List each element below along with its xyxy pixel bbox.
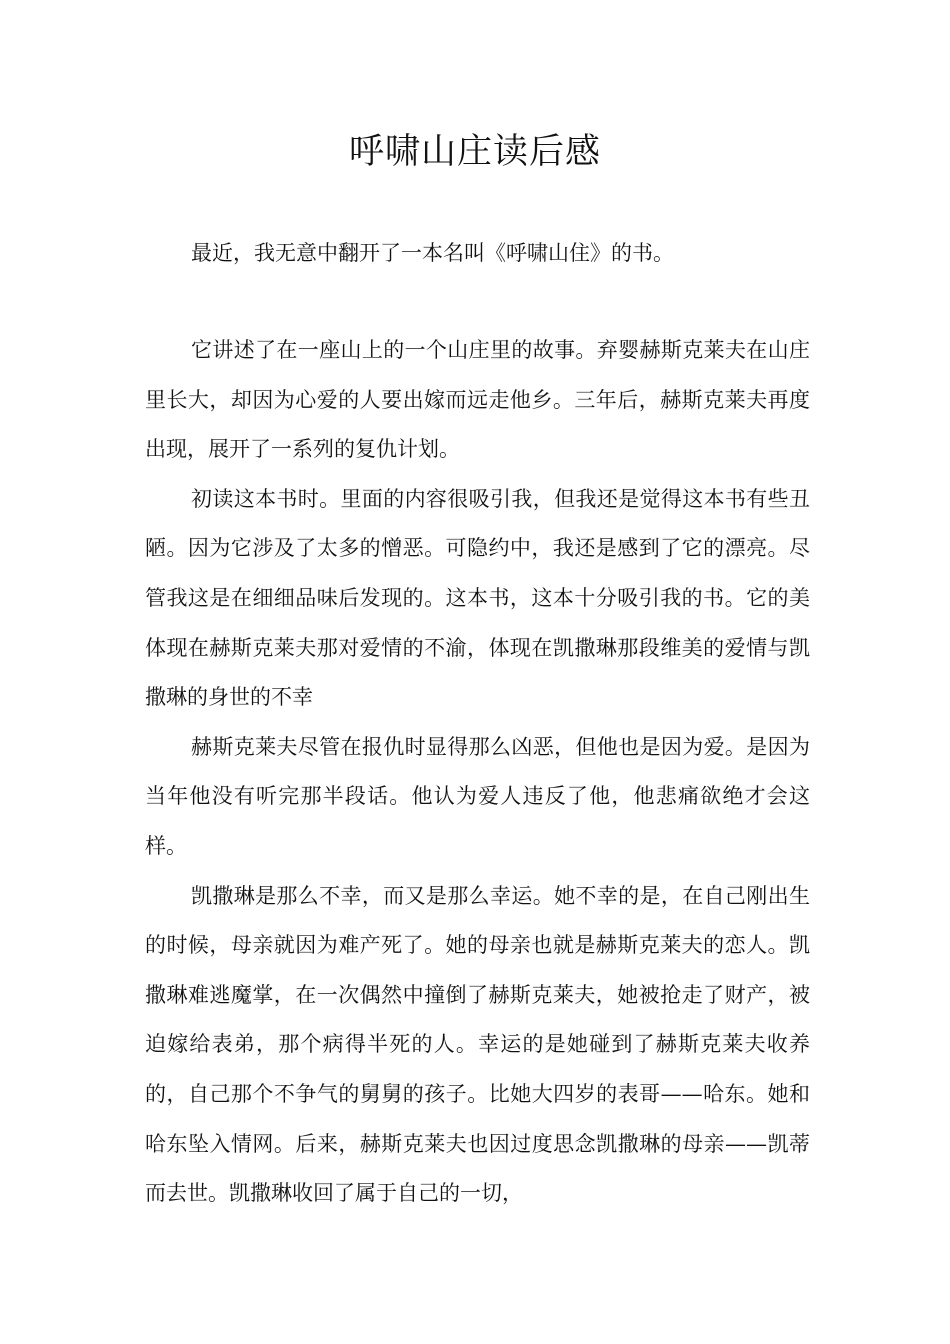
paragraph-catherine: 凯撒琳是那么不幸，而又是那么幸运。她不幸的是，在自己刚出生的时候，母亲就因为难产死了。她的母亲也就是赫斯克莱夫的恋人。凯撒琳难逃魔掌，在一次偶然中撞倒了赫斯克莱夫，她被抢走了财产，被迫嫁给表弟，那个病得半死的人。幸运的是她碰到了赫斯克莱夫收养的，自己那个不争气的舅舅的孩子。比她大四岁的表哥——哈东。她和哈东坠入情网。后来，赫斯克莱夫也因过度思念凯撒琳的母亲——凯蒂而去世。凯撒琳收回了属于自己的一切， [145, 883, 810, 1206]
paragraph-heathcliff: 赫斯克莱夫尽管在报仇时显得那么凶恶，但他也是因为爱。是因为当年他没有听完那半段话。他认为爱人违反了他，他悲痛欲绝才会这样。 [145, 734, 810, 858]
paragraph-story-summary: 它讲述了在一座山上的一个山庄里的故事。弃婴赫斯克莱夫在山庄里长大，却因为心爱的人要出嫁而远走他乡。三年后，赫斯克莱夫再度出现，展开了一系列的复仇计划。 [145, 338, 810, 462]
lead-paragraph: 最近，我无意中翻开了一本名叫《呼啸山住》的书。 [191, 241, 674, 265]
document-body [145, 326, 810, 1219]
paragraph-first-impression: 初读这本书时。里面的内容很吸引我，但我还是觉得这本书有些丑陋。因为它涉及了太多的憎恶。可隐约中，我还是感到了它的漂亮。尽管我这是在细细品味后发现的。这本书，这本十分吸引我的书。它的美体现在赫斯克莱夫那对爱情的不渝，体现在凯撒琳那段维美的爱情与凯撒琳的身世的不幸 [145, 486, 810, 710]
document-title: 呼啸山庄读后感 [348, 132, 601, 172]
